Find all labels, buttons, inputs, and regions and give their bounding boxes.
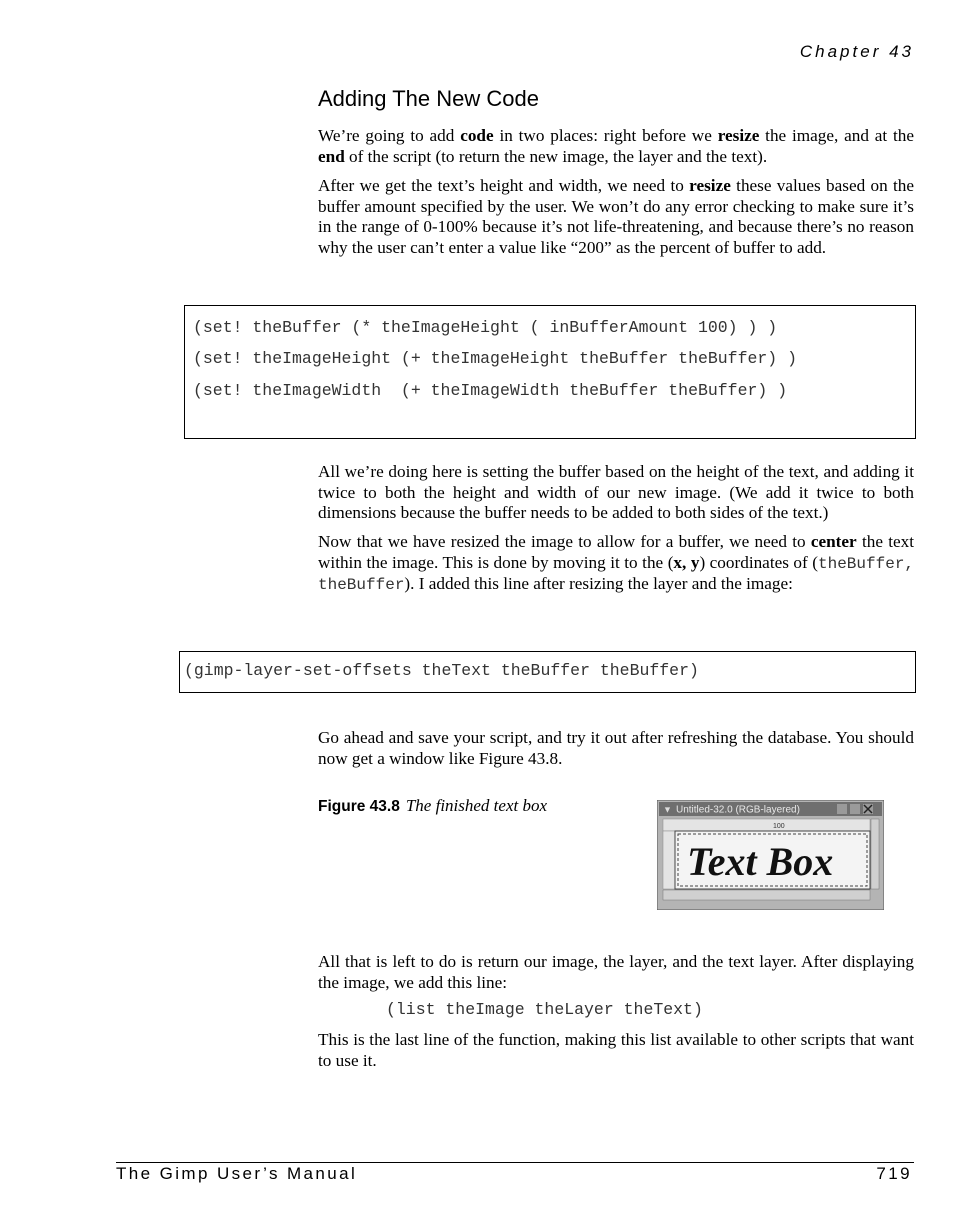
window-close-icon	[863, 804, 873, 814]
paragraph-intro: We’re going to add code in two places: right before we resize the image, and at the end of the script (to return the new image, the layer and the text).	[318, 126, 915, 166]
figure-caption	[318, 796, 547, 816]
code-line: (set! theImageWidth (+ theImageWidth theBuffer theBuffer) )	[193, 381, 788, 400]
figure-label: Figure 43.8	[318, 798, 400, 815]
window-title: Untitled-32.0 (RGB-layered)	[676, 804, 800, 816]
footer-divider	[116, 1162, 914, 1163]
ruler-mark: 100	[773, 823, 785, 830]
code-block-offsets	[179, 651, 916, 693]
canvas-text: Text Box	[687, 839, 834, 884]
window-maximize-icon	[850, 804, 860, 814]
paragraph-center: Now that we have resized the image to allow for a buffer, we need to center the text within the image. This is done by moving it to the (x, y) coordinates of (theBuffer, theBuffer). I added this line after resizing the layer and the image:	[318, 532, 915, 594]
code-line: (set! theImageHeight (+ theImageHeight theBuffer theBuffer) )	[193, 349, 797, 368]
horizontal-scrollbar[interactable]	[663, 890, 870, 900]
vertical-scrollbar[interactable]	[871, 819, 879, 889]
chapter-header: Chapter 43	[799, 42, 914, 61]
figure-screenshot	[657, 800, 884, 910]
section-heading: Adding The New Code	[318, 86, 539, 111]
code-line-list: (list theImage theLayer theText)	[386, 1000, 703, 1019]
paragraph-buffer-explained: All we’re doing here is setting the buffer based on the height of the text, and adding it twice to both the height and width of our new image. (We add it twice to both dimensions because the buffer needs to be added to both sides of the text.)	[318, 462, 914, 522]
window-minimize-icon	[837, 804, 847, 814]
paragraph-resize: After we get the text’s height and width, we need to resize these values based on the buffer amount specified by the user. We won’t do any error checking to make sure it’s in the range of 0-100% because it’s not life-threatening, and because there’s no reason why the user can’t enter a value like “200” as the percent of buffer to add.	[318, 176, 914, 257]
vertical-ruler	[663, 831, 675, 889]
window-menu-icon: ▼	[663, 804, 672, 815]
code-block-resize	[184, 305, 916, 439]
footer-book-title: The Gimp User’s Manual	[116, 1164, 358, 1183]
paragraph-try-it: Go ahead and save your script, and try it out after refreshing the database. You should now get a window like Figure 43.8.	[318, 728, 914, 768]
horizontal-ruler	[663, 819, 870, 831]
paragraph-last-line: This is the last line of the function, making this list available to other scripts that want to use it.	[318, 1030, 914, 1070]
code-line: (gimp-layer-set-offsets theText theBuffer theBuffer)	[184, 661, 699, 680]
page-number: 719	[876, 1164, 912, 1183]
paragraph-return: All that is left to do is return our image, the layer, and the text layer. After displaying the image, we add this line:	[318, 952, 914, 992]
code-line: (set! theBuffer (* theImageHeight ( inBufferAmount 100) ) )	[193, 318, 778, 337]
figure-title: The finished text box	[405, 796, 548, 815]
